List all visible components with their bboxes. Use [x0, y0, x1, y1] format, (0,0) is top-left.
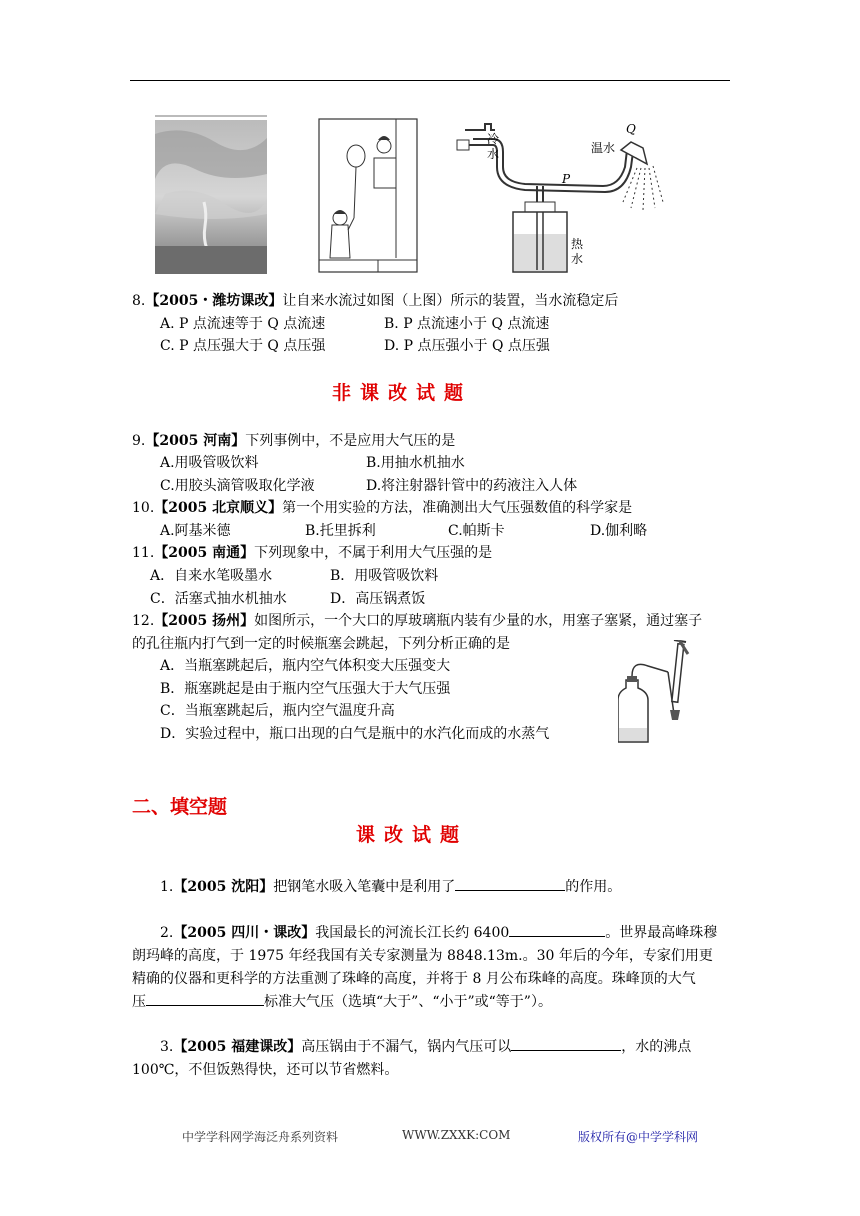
fig-label-q: Q — [626, 122, 636, 136]
fig-label-cold2: 水 — [487, 147, 500, 161]
balloon-cartoon — [318, 118, 418, 273]
fill1-text-post: 的作用。 — [565, 879, 622, 895]
q9-option-c: C.用胶头滴管吸取化学液 — [160, 478, 315, 494]
fill2-blank2[interactable] — [146, 991, 264, 1006]
q10-number: 10. — [132, 500, 155, 516]
tornado-photo — [155, 114, 267, 274]
fill3-line2: 100℃，不但饭熟得快，还可以节省燃料。 — [132, 1062, 399, 1078]
header-rule — [130, 80, 730, 81]
q12-text: 如图所示，一个大口的厚玻璃瓶内装有少量的水，用塞子塞紧，通过塞子 — [254, 613, 703, 629]
q12-number: 12. — [132, 613, 155, 629]
q12-tag: 【2005 扬州】 — [154, 613, 255, 629]
q11-text: 下列现象中，不属于利用大气压强的是 — [254, 545, 493, 561]
fill3-text-post: ，水的沸点 — [621, 1039, 692, 1055]
q12-option-b: B．瓶塞跳起是由于瓶内空气压强大于大气压强 — [160, 681, 451, 697]
footer-url[interactable]: WWW.ZXXK:COM — [402, 1128, 511, 1142]
fig-label-warm: 温水 — [591, 141, 616, 155]
q8-stem — [132, 290, 618, 310]
section-fill-title: 二、填空题 — [132, 796, 228, 818]
fill1-tag: 【2005 沈阳】 — [173, 879, 274, 895]
fill2-line3: 精确的仪器和更科学的方法重测了珠峰的高度，并将于 8 月公布珠峰的高度。珠峰顶的大气 — [132, 971, 696, 987]
footer-left: 中学学科网学海泛舟系列资料 — [182, 1130, 339, 1144]
q10-option-b: B.托里拆利 — [305, 523, 376, 539]
q9-tag: 【2005 河南】 — [145, 433, 246, 449]
fill2-line1 — [160, 922, 717, 942]
q9-text: 下列事例中，不是应用大气压的是 — [245, 433, 456, 449]
fill1-line — [160, 876, 621, 896]
q10-tag: 【2005 北京顺义】 — [154, 500, 283, 516]
q11-option-c: C．活塞式抽水机抽水 — [150, 591, 287, 607]
q11-number: 11. — [132, 545, 155, 561]
q12-stem-line2: 的孔往瓶内打气到一定的时候瓶塞会跳起，下列分析正确的是 — [132, 636, 510, 652]
q8-tag: 【2005・潍坊课改】 — [145, 293, 283, 309]
fill2-line4-pre: 压 — [132, 994, 146, 1010]
q10-stem — [132, 497, 632, 517]
section-reform-title: 课改试题 — [356, 824, 469, 846]
q9-stem — [132, 430, 455, 450]
fill2-tag: 【2005 四川・课改】 — [173, 925, 316, 941]
q8-text: 让自来水流过如图（上图）所示的装置，当水流稳定后 — [282, 293, 619, 309]
fig-label-p: P — [562, 172, 571, 186]
q9-option-d: D.将注射器针管中的药液注入人体 — [366, 478, 578, 494]
fill3-blank[interactable] — [511, 1036, 621, 1051]
q10-option-d: D.伽利略 — [590, 523, 648, 539]
fill1-text-pre: 把钢笔水吸入笔囊中是利用了 — [273, 879, 456, 895]
fill2-text-mid: 。世界最高峰珠穆 — [605, 925, 718, 941]
fill3-text-pre: 高压锅由于不漏气，锅内气压可以 — [301, 1039, 512, 1055]
fill3-tag: 【2005 福建课改】 — [173, 1039, 302, 1055]
fill2-line2: 朗玛峰的高度，于 1975 年经我国有关专家测量为 8848.13m.。30 年后的今年，专家们用更 — [132, 948, 713, 964]
q11-stem — [132, 542, 492, 562]
fill3-number: 3. — [160, 1039, 174, 1055]
fill1-number: 1. — [160, 879, 174, 895]
q11-option-a: A．自来水笔吸墨水 — [150, 568, 273, 584]
q9-number: 9. — [132, 433, 146, 449]
q11-tag: 【2005 南通】 — [154, 545, 255, 561]
fig-label-hot2: 水 — [571, 252, 584, 266]
footer-copyright[interactable]: 版权所有@中学学科网 — [578, 1130, 699, 1144]
fill2-line4-post: 标准大气压（选填“大于”、“小于”或“等于”）。 — [264, 994, 552, 1010]
fill2-line4 — [132, 991, 552, 1011]
q8-number: 8. — [132, 293, 146, 309]
q11-option-b: B．用吸管吸饮料 — [330, 568, 439, 584]
fig-label-cold: 冷 — [487, 132, 500, 146]
fill2-blank1[interactable] — [509, 922, 605, 937]
q8-option-b: B. P 点流速小于 Q 点流速 — [384, 316, 550, 332]
q10-text: 第一个用实验的方法，准确测出大气压强数值的科学家是 — [282, 500, 633, 516]
q12-option-d: D．实验过程中，瓶口出现的白气是瓶中的水汽化而成的水蒸气 — [160, 726, 550, 742]
fig-label-hot: 热 — [571, 237, 584, 251]
fill3-line1 — [160, 1036, 691, 1056]
bottle-pump-diagram — [618, 640, 726, 748]
q12-stem-line1 — [132, 610, 702, 630]
fill2-text-pre: 我国最长的河流长江长约 6400 — [315, 925, 510, 941]
fill2-number: 2. — [160, 925, 174, 941]
q10-option-a: A.阿基米德 — [160, 523, 231, 539]
fill1-blank[interactable] — [455, 876, 565, 891]
q9-option-a: A.用吸管吸饮料 — [160, 455, 259, 471]
q10-option-c: C.帕斯卡 — [448, 523, 505, 539]
q11-option-d: D．高压锅煮饭 — [330, 591, 426, 607]
q8-option-a: A. P 点流速等于 Q 点流速 — [160, 316, 326, 332]
q12-option-a: A．当瓶塞跳起后，瓶内空气体积变大压强变大 — [160, 658, 451, 674]
q9-option-b: B.用抽水机抽水 — [366, 455, 465, 471]
section-non-reform-title: 非课改试题 — [332, 382, 473, 404]
q12-option-c: C．当瓶塞跳起后，瓶内空气温度升高 — [160, 703, 395, 719]
q8-option-c: C. P 点压强大于 Q 点压强 — [160, 338, 326, 354]
q8-option-d: D. P 点压强小于 Q 点压强 — [384, 338, 550, 354]
